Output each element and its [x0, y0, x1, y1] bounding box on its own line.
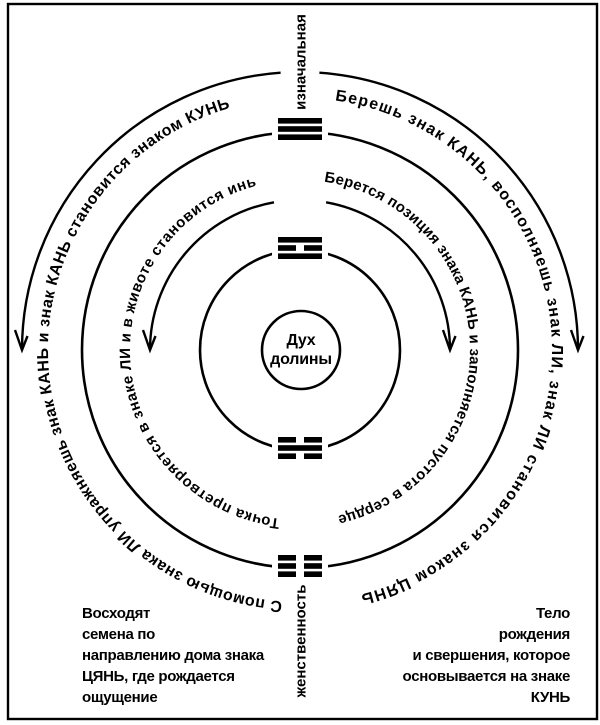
center-label-line2: долины [270, 351, 332, 368]
note-line: КУНЬ [530, 689, 570, 706]
note-line: направлению дома знака [82, 647, 264, 664]
axis-label-top: изначальная [292, 14, 310, 110]
center-label [262, 312, 340, 388]
note-line: и свершения, которое [412, 647, 570, 664]
axis-label-bottom: женственность [292, 584, 310, 698]
arc-text-outer-right: Берешь знак КАНЬ, восполняешь знак ЛИ, знак ЛИ становится знаком ЦЯНЬ [334, 87, 566, 608]
note-bottom-right [403, 603, 570, 708]
center-label-line1: Дух [286, 332, 316, 349]
note-line: Восходят [82, 605, 151, 622]
note-line: ЦЯНЬ, где рождается [82, 668, 235, 685]
note-line: рождения [498, 626, 570, 643]
note-line: основывается на знаке [402, 668, 570, 685]
note-bottom-left [82, 603, 264, 708]
trigram-qian-icon [278, 118, 322, 140]
arc-text-inner-right: Берется позиция знака КАНЬ и заполняется пустота в сердце [323, 168, 484, 529]
note-line: ощущение [82, 689, 158, 706]
note-line: семена по [82, 626, 156, 643]
arc-text-inner-left: Точка претворяется в знаке ЛИ и в животе становится инь [116, 173, 281, 532]
note-line: Тело [535, 605, 570, 622]
arc-text-outer-left: С помощью знака ЛИ упражняешь знак КАНЬ и знак КАНЬ становится знаком КУНЬ [34, 95, 283, 615]
